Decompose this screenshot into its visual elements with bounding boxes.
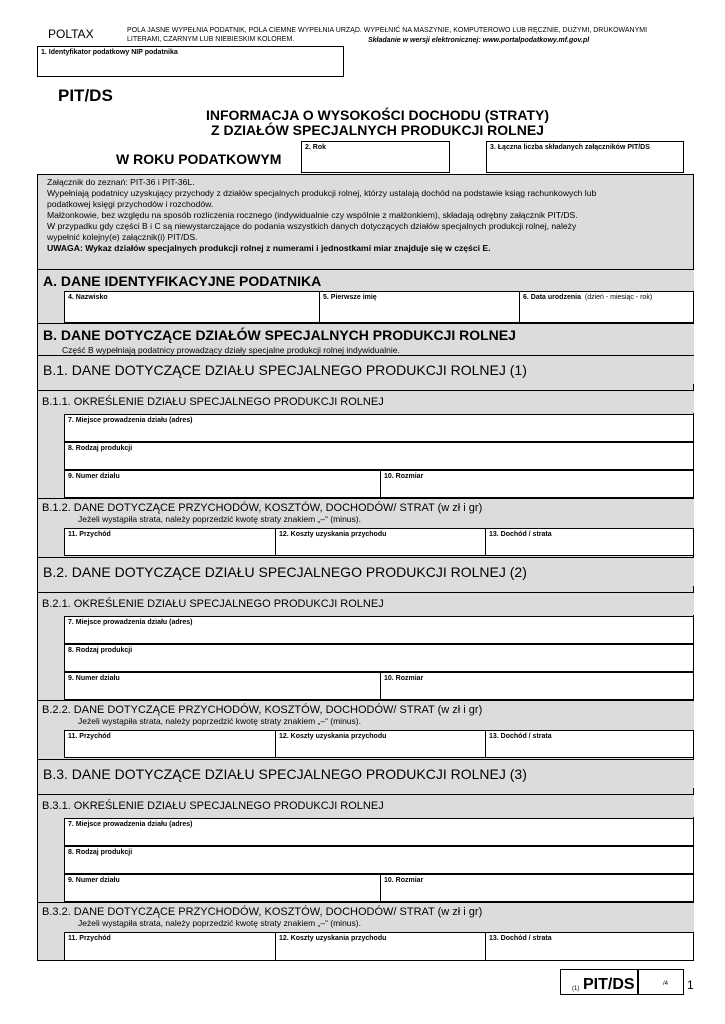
b3-revenue-field[interactable] [64, 932, 276, 961]
section-b-title: B. DANE DOTYCZĄCE DZIAŁÓW SPECJALNYCH PRODUKCJI ROLNEJ [43, 327, 516, 343]
b21-title: B.2.1. OKREŚLENIE DZIAŁU SPECJALNEGO PRODUKCJI ROLNEJ [42, 598, 384, 610]
b3-size-field[interactable] [380, 874, 694, 902]
b3-production-type-label: 8. Rodzaj produkcji [68, 849, 133, 856]
first-name-label: 5. Pierwsze imię [323, 294, 377, 301]
attachment-count-field[interactable] [486, 141, 684, 173]
birth-date-field[interactable] [519, 291, 694, 323]
b3-production-type-field[interactable] [64, 846, 694, 874]
birth-date-hint: (dzień - miesiąc - rok) [584, 294, 653, 301]
surname-label: 4. Nazwisko [68, 294, 108, 301]
b1-section-number-label: 9. Numer działu [68, 473, 120, 480]
b3-section-number-label: 9. Numer działu [68, 877, 120, 884]
b2-title: B.2. DANE DOTYCZĄCE DZIAŁU SPECJALNEGO PRODUKCJI ROLNEJ (2) [43, 564, 527, 580]
birth-date-label [523, 294, 652, 301]
section-a-header [38, 269, 694, 291]
b1-revenue-label: 11. Przychód [68, 531, 111, 538]
b1-header [38, 355, 694, 384]
b32-header [38, 902, 694, 932]
b2-section-number-field[interactable] [64, 672, 381, 700]
b3-income-label: 13. Dochód / strata [489, 935, 552, 942]
surname-field[interactable] [64, 291, 320, 323]
year-field-label: 2. Rok [305, 144, 327, 151]
intro-line-3: podatkowej księgi przychodów i rozchodów. [47, 199, 214, 209]
b12-loss-note: Jeżeli wystąpiła strata, należy poprzedzić kwotę straty znakiem „–“ (minus). [78, 514, 361, 524]
b1-production-type-label: 8. Rodzaj produkcji [68, 445, 133, 452]
b2-size-field[interactable] [380, 672, 694, 700]
b3-size-label: 10. Rozmiar [384, 877, 424, 884]
b22-loss-note: Jeżeli wystąpiła strata, należy poprzedzić kwotę straty znakiem „–“ (minus). [78, 716, 361, 726]
form-code: PIT/DS [58, 86, 113, 105]
b2-costs-label: 12. Koszty uzyskania przychodu [279, 733, 387, 740]
instruction-line-1: POLA JASNE WYPEŁNIA PODATNIK, POLA CIEMNE WYPEŁNIA URZĄD. WYPEŁNIĆ NA MASZYNIE, KOMPUTEROWO LUB RĘCZNIE, DUŻYMI, DRUKOWANYMI [127, 27, 648, 34]
intro-text [47, 177, 687, 254]
b12-header [38, 498, 694, 528]
b22-title: B.2.2. DANE DOTYCZĄCE PRZYCHODÓW, KOSZTÓW, DOCHODÓW/ STRAT (w zł i gr) [42, 704, 483, 716]
b3-section-number-field[interactable] [64, 874, 381, 902]
nip-label: 1. Identyfikator podatkowy NIP podatnika [41, 49, 178, 56]
b2-section-number-label: 9. Numer działu [68, 675, 120, 682]
b2-revenue-field[interactable] [64, 730, 276, 758]
b3-costs-label: 12. Koszty uzyskania przychodu [279, 935, 387, 942]
intro-warning: UWAGA: Wykaz działów specjalnych produkcji rolnej z numerami i jednostkami miar znajduje się w części E. [47, 243, 491, 253]
form-title-line-2: Z DZIAŁÓW SPECJALNYCH PRODUKCJI ROLNEJ [211, 122, 544, 138]
b2-location-label: 7. Miejsce prowadzenia działu (adres) [68, 619, 193, 626]
nip-field[interactable] [37, 46, 344, 77]
footer-form-code [560, 969, 638, 995]
b2-income-label: 13. Dochód / strata [489, 733, 552, 740]
b31-header [38, 794, 694, 817]
attachment-count-label: 3. Łączna liczba składanych załączników PIT/DS [490, 144, 650, 151]
b1-income-field[interactable] [485, 528, 694, 556]
section-b-subtitle: Część B wypełniają podatnicy prowadzący działy specjalne produkcji rolnej indywidualnie. [62, 345, 400, 355]
b2-production-type-field[interactable] [64, 644, 694, 672]
b32-title: B.3.2. DANE DOTYCZĄCE PRZYCHODÓW, KOSZTÓW, DOCHODÓW/ STRAT (w zł i gr) [42, 906, 483, 918]
section-b-header [38, 323, 694, 355]
footer-page-wrap [663, 974, 694, 992]
b11-header [38, 390, 694, 413]
b2-revenue-label: 11. Przychód [68, 733, 111, 740]
footer-page: 1 [687, 978, 694, 992]
brand-label: POLTAX [48, 27, 94, 41]
b1-production-type-field[interactable] [64, 442, 694, 470]
footer-page-number [638, 969, 694, 995]
year-label: W ROKU PODATKOWYM [116, 151, 282, 167]
b12-title: B.1.2. DANE DOTYCZĄCE PRZYCHODÓW, KOSZTÓW, DOCHODÓW/ STRAT (w zł i gr) [42, 502, 483, 514]
b2-production-type-label: 8. Rodzaj produkcji [68, 647, 133, 654]
form-title-line-1: INFORMACJA O WYSOKOŚCI DOCHODU (STRATY) [206, 107, 549, 123]
b22-header [38, 700, 694, 730]
b1-size-label: 10. Rozmiar [384, 473, 424, 480]
intro-line-5: W przypadku gdy części B i C są niewystarczające do podania wszystkich danych dotyczących działów specjalnych produkcji rolnej, należy [47, 221, 577, 231]
intro-line-1: Załącznik do zeznań: PIT-36 i PIT-36L. [47, 177, 195, 187]
b3-location-field[interactable] [64, 818, 694, 846]
b1-section-number-field[interactable] [64, 470, 381, 498]
year-field[interactable] [301, 141, 450, 173]
section-a-title: A. DANE IDENTYFIKACYJNE PODATNIKA [43, 273, 322, 289]
footer-code: PIT/DS [583, 976, 635, 993]
footer-code-wrap [572, 973, 635, 993]
b32-loss-note: Jeżeli wystąpiła strata, należy poprzedzić kwotę straty znakiem „–“ (minus). [78, 918, 361, 928]
birth-date-label-text: 6. Data urodzenia [523, 294, 581, 301]
b2-location-field[interactable] [64, 616, 694, 644]
b2-income-field[interactable] [485, 730, 694, 758]
b3-income-field[interactable] [485, 932, 694, 961]
intro-line-2: Wypełniają podatnicy uzyskujący przychody z działów specjalnych produkcji rolnej, którzy ustalają dochód na podstawie ksiąg rachunkowych lub [47, 188, 597, 198]
b3-header [38, 759, 694, 788]
b1-title: B.1. DANE DOTYCZĄCE DZIAŁU SPECJALNEGO PRODUKCJI ROLNEJ (1) [43, 362, 527, 378]
footer-page-total: /4 [663, 981, 669, 987]
b11-title: B.1.1. OKREŚLENIE DZIAŁU SPECJALNEGO PRODUKCJI ROLNEJ [42, 396, 384, 408]
b1-costs-label: 12. Koszty uzyskania przychodu [279, 531, 387, 538]
instruction-line-2: LITERAMI, CZARNYM LUB NIEBIESKIM KOLOREM. [127, 35, 295, 43]
b3-revenue-label: 11. Przychód [68, 935, 111, 942]
b21-header [38, 592, 694, 615]
first-name-field[interactable] [319, 291, 520, 323]
b1-costs-field[interactable] [275, 528, 486, 556]
b1-income-label: 13. Dochód / strata [489, 531, 552, 538]
intro-line-4: Małżonkowie, bez względu na sposób rozliczenia rocznego (indywidualnie czy wspólnie z małżonkiem), składają odrębny załącznik PIT/DS. [47, 210, 578, 220]
b2-costs-field[interactable] [275, 730, 486, 758]
b1-location-field[interactable] [64, 414, 694, 442]
intro-line-6: wypełnić kolejny(e) załącznik(i) PIT/DS. [47, 232, 198, 242]
electronic-note: Składanie w wersji elektronicznej: www.portalpodatkowy.mf.gov.pl [368, 37, 590, 44]
b3-location-label: 7. Miejsce prowadzenia działu (adres) [68, 821, 193, 828]
b3-title: B.3. DANE DOTYCZĄCE DZIAŁU SPECJALNEGO PRODUKCJI ROLNEJ (3) [43, 766, 527, 782]
b1-size-field[interactable] [380, 470, 694, 498]
b3-costs-field[interactable] [275, 932, 486, 961]
b1-location-label: 7. Miejsce prowadzenia działu (adres) [68, 417, 193, 424]
b31-title: B.3.1. OKREŚLENIE DZIAŁU SPECJALNEGO PRODUKCJI ROLNEJ [42, 800, 384, 812]
b2-header [38, 557, 694, 586]
b2-size-label: 10. Rozmiar [384, 675, 424, 682]
footer-version: (1) [572, 986, 580, 993]
b1-revenue-field[interactable] [64, 528, 276, 556]
